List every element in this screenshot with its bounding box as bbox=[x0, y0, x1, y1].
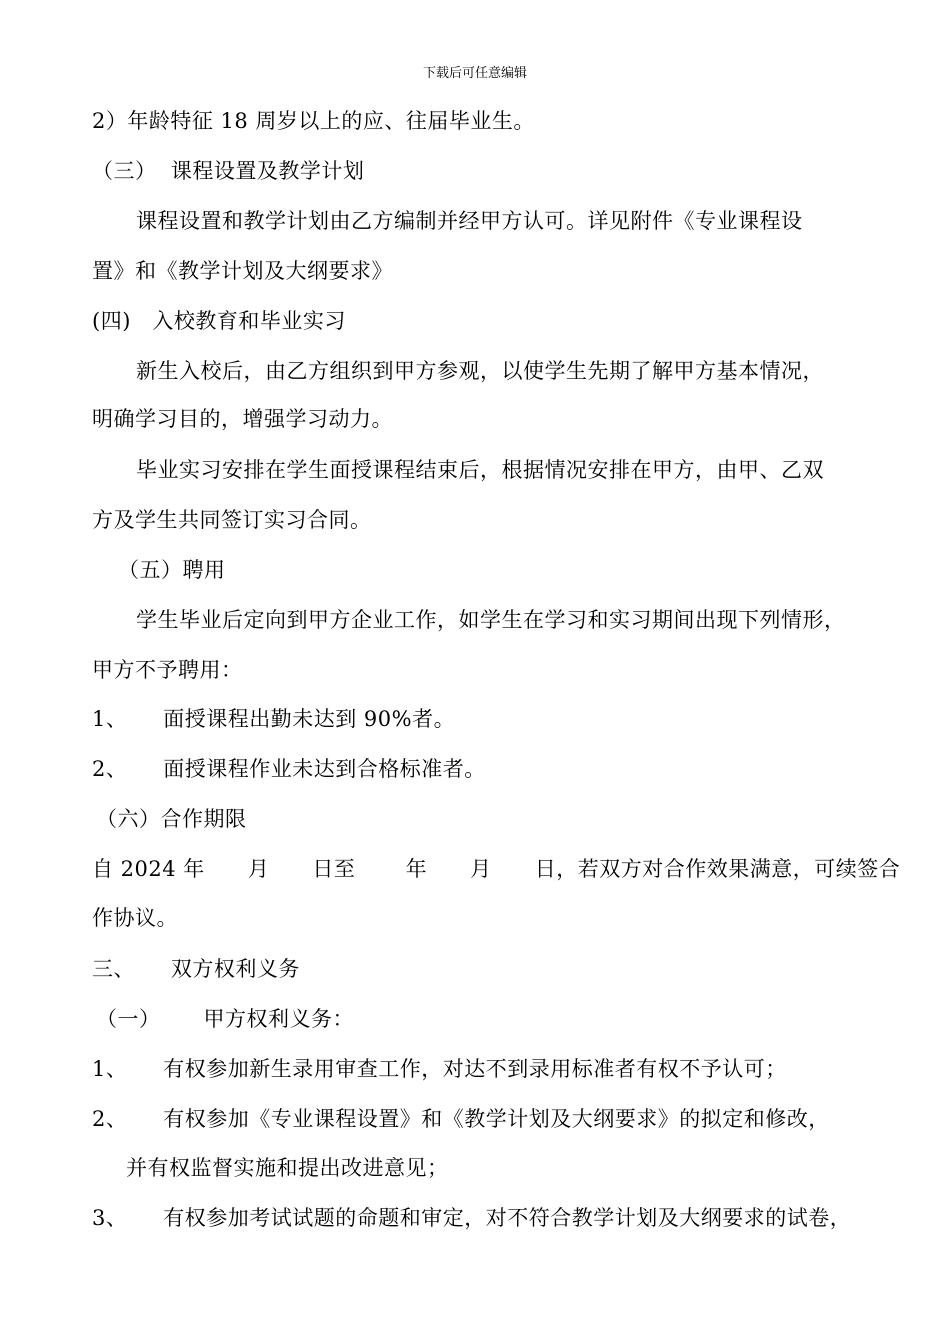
text-line: 毕业实习安排在学生面授课程结束后，根据情况安排在甲方，由甲、乙双 bbox=[136, 458, 824, 482]
section-heading: （一） 甲方权利义务： bbox=[96, 1007, 355, 1031]
text-line: 置》和《教学计划及大纲要求》 bbox=[92, 259, 393, 283]
section-heading: （三） 课程设置及教学计划 bbox=[92, 159, 365, 183]
text-line: 并有权监督实施和提出改进意见； bbox=[126, 1156, 449, 1180]
list-item: 1、 有权参加新生录用审查工作，对达不到录用标准者有权不予认可； bbox=[92, 1057, 787, 1081]
text-line: 自 2024 年 月 日至 年 月 日，若双方对合作效果满意，可续签合 bbox=[92, 857, 901, 881]
text-line: 2）年龄特征 18 周岁以上的应、往届毕业生。 bbox=[92, 109, 535, 133]
text-line: 甲方不予聘用： bbox=[92, 658, 243, 682]
list-item: 2、 面授课程作业未达到合格标准者。 bbox=[92, 757, 486, 781]
list-item: 3、 有权参加考试试题的命题和审定，对不符合教学计划及大纲要求的试卷， bbox=[92, 1206, 852, 1230]
section-heading: 三、 双方权利义务 bbox=[92, 957, 300, 981]
list-item: 1、 面授课程出勤未达到 90%者。 bbox=[92, 707, 456, 731]
text-line: 明确学习目的，增强学习动力。 bbox=[92, 407, 393, 431]
page-header: 下载后可任意编辑 bbox=[422, 66, 527, 81]
text-line: 学生毕业后定向到甲方企业工作，如学生在学习和实习期间出现下列情形， bbox=[136, 608, 846, 632]
list-item: 2、 有权参加《专业课程设置》和《教学计划及大纲要求》的拟定和修改， bbox=[92, 1107, 830, 1131]
section-heading: （五）聘用 bbox=[118, 558, 226, 582]
text-line: 作协议。 bbox=[92, 906, 178, 930]
section-heading: （六）合作期限 bbox=[96, 807, 247, 831]
section-heading: (四) 入校教育和毕业实习 bbox=[92, 309, 346, 333]
text-line: 课程设置和教学计划由乙方编制并经甲方认可。详见附件《专业课程设 bbox=[136, 209, 803, 233]
text-line: 新生入校后，由乙方组织到甲方参观，以使学生先期了解甲方基本情况， bbox=[136, 359, 824, 383]
text-line: 方及学生共同签订实习合同。 bbox=[92, 508, 372, 532]
